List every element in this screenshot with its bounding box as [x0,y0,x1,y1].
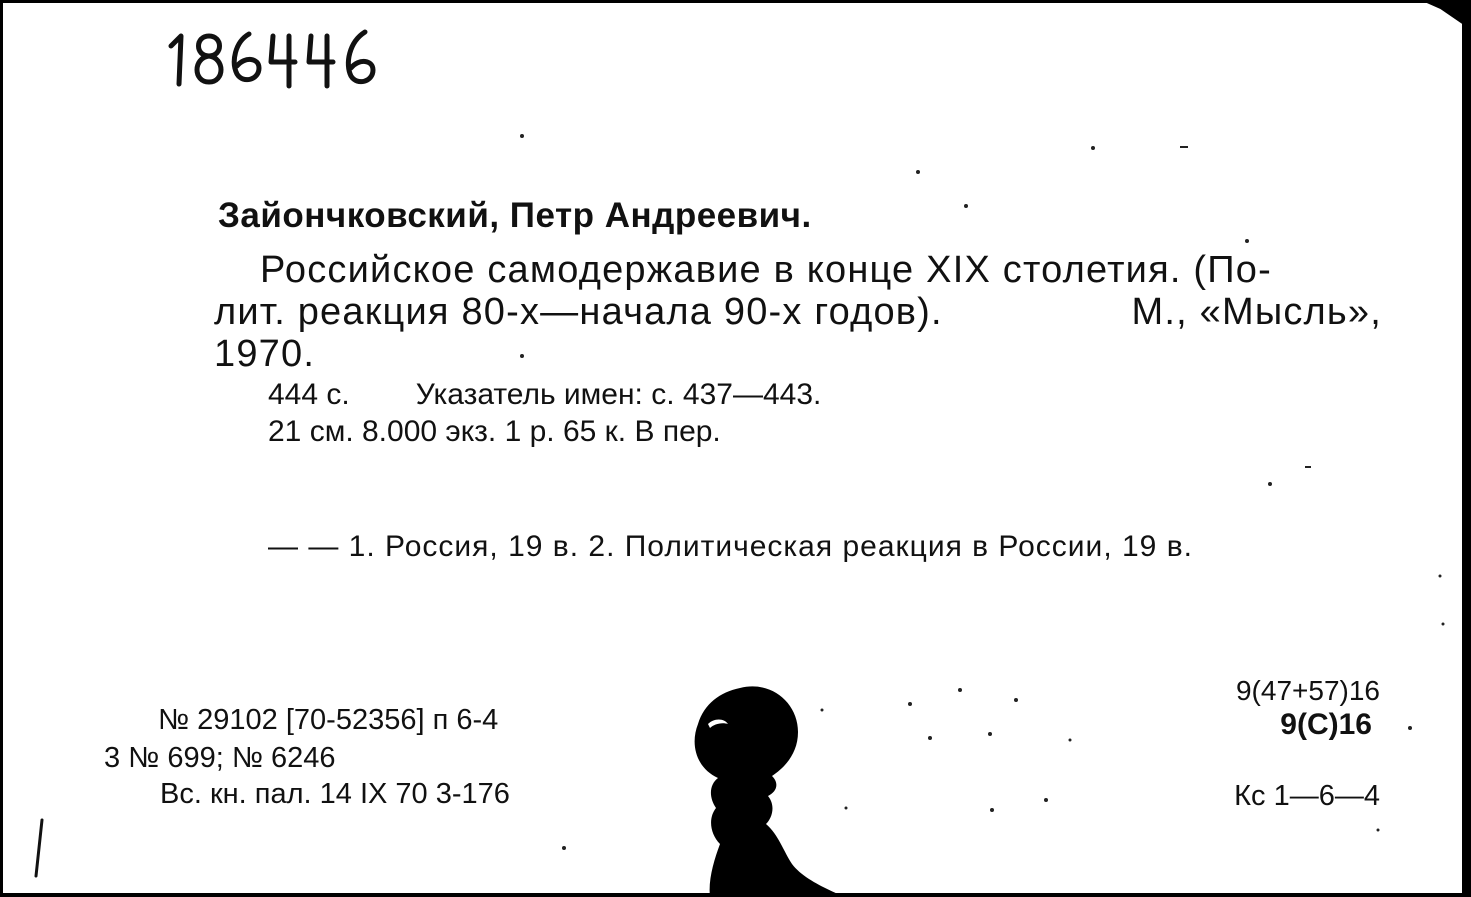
print-info-line-1: № 29102 [70-52356] п 6-4 [158,704,499,736]
collation-line-2: 21 см. 8.000 экз. 1 р. 65 к. В пер. [268,415,721,448]
title-line-1: Российское самодержавие в конце XIX столетия. (По- [260,249,1272,291]
subject-headings: — — 1. Россия, 19 в. 2. Политическая реакция в России, 19 в. [268,530,1193,563]
author-heading: Зайончковский, Петр Андреевич. [218,196,812,235]
title-line-3: 1970. [214,333,316,375]
index-note: Указатель имен: с. 437—443. [415,378,822,411]
page-count: 444 с. [268,378,350,411]
imprint: М., «Мысль», [1131,291,1382,333]
classification-code-bold: 9(С)16 [1280,708,1372,741]
cutter-number: Кс 1—6—4 [1234,780,1380,812]
print-info-line-3: Вс. кн. пал. 14 IX 70 3-176 [160,778,510,810]
classification-code: 9(47+57)16 [1235,675,1380,706]
print-info-line-2: 3 № 699; № 6246 [104,742,336,774]
title-line-2-text: лит. реакция 80-х—начала 90-х годов). [214,291,943,333]
